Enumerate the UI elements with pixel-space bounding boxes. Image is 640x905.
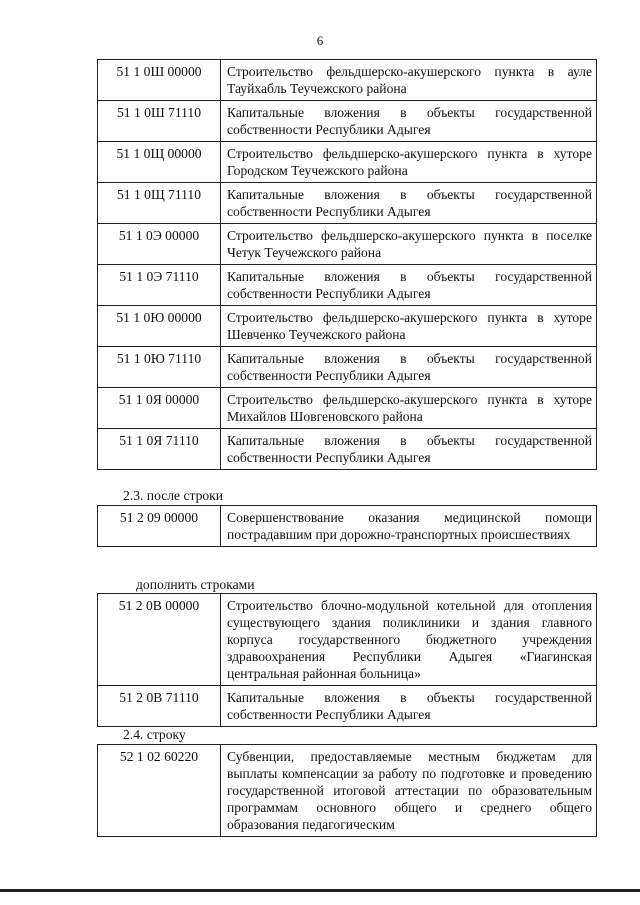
description-cell: Субвенции, предоставляемые местным бюджетам для выплаты компенсации за работу по подготовке и проведению государственной итоговой аттестации по образовательным программам основного общего и среднего общего образования педагогическим	[221, 745, 597, 837]
budget-code-cell: 51 1 0Я 71110	[98, 429, 221, 470]
section-2-3-heading: 2.3. после строки	[123, 488, 224, 503]
codes-table-4	[97, 744, 597, 837]
table-row	[98, 686, 597, 727]
budget-code-cell: 51 2 09 00000	[98, 506, 221, 547]
table-row	[98, 429, 597, 470]
table-row	[98, 388, 597, 429]
table-row	[98, 265, 597, 306]
description-cell: Строительство фельдшерско-акушерского пункта в хуторе Михайлов Шовгеновского района	[221, 388, 597, 429]
budget-code-cell: 51 1 0Ю 71110	[98, 347, 221, 388]
budget-code-cell: 51 1 0Щ 71110	[98, 183, 221, 224]
table-row	[98, 224, 597, 265]
budget-code-cell: 51 1 0Ш 00000	[98, 60, 221, 101]
budget-code-cell: 51 1 0Ю 00000	[98, 306, 221, 347]
table-row	[98, 101, 597, 142]
table-row	[98, 306, 597, 347]
budget-code-cell: 51 2 0В 00000	[98, 594, 221, 686]
codes-table-2	[97, 505, 597, 547]
description-cell: Капитальные вложения в объекты государственной собственности Республики Адыгея	[221, 347, 597, 388]
description-cell: Строительство фельдшерско-акушерского пункта в хуторе Городском Теучежского района	[221, 142, 597, 183]
budget-code-cell: 51 1 0Э 71110	[98, 265, 221, 306]
budget-code-cell: 51 1 0Я 00000	[98, 388, 221, 429]
page-number: 6	[316, 33, 324, 48]
description-cell: Капитальные вложения в объекты государственной собственности Республики Адыгея	[221, 101, 597, 142]
codes-table-1	[97, 59, 597, 470]
table-row	[98, 594, 597, 686]
table-row	[98, 183, 597, 224]
description-cell: Капитальные вложения в объекты государственной собственности Республики Адыгея	[221, 183, 597, 224]
codes-table-3	[97, 593, 597, 727]
add-rows-heading: дополнить строками	[136, 577, 255, 592]
table-row	[98, 347, 597, 388]
bottom-divider	[0, 889, 640, 892]
budget-code-cell: 52 1 02 60220	[98, 745, 221, 837]
section-2-4-heading: 2.4. строку	[123, 727, 186, 742]
budget-code-cell: 51 2 0В 71110	[98, 686, 221, 727]
budget-code-cell: 51 1 0Э 00000	[98, 224, 221, 265]
description-cell: Совершенствование оказания медицинской помощи пострадавшим при дорожно-транспортных происшествиях	[221, 506, 597, 547]
table-row	[98, 745, 597, 837]
budget-code-cell: 51 1 0Ш 71110	[98, 101, 221, 142]
budget-code-cell: 51 1 0Щ 00000	[98, 142, 221, 183]
description-cell: Капитальные вложения в объекты государственной собственности Республики Адыгея	[221, 429, 597, 470]
description-cell: Капитальные вложения в объекты государственной собственности Республики Адыгея	[221, 686, 597, 727]
description-cell: Строительство блочно-модульной котельной для отопления существующего здания поликлиники и здания главного корпуса государственного бюджетного учреждения здравоохранения Республики Адыгея «Гиагинская центральная районная больница»	[221, 594, 597, 686]
description-cell: Строительство фельдшерско-акушерского пункта в ауле Тауйхабль Теучежского района	[221, 60, 597, 101]
description-cell: Строительство фельдшерско-акушерского пункта в хуторе Шевченко Теучежского района	[221, 306, 597, 347]
description-cell: Капитальные вложения в объекты государственной собственности Республики Адыгея	[221, 265, 597, 306]
description-cell: Строительство фельдшерско-акушерского пункта в поселке Четук Теучежского района	[221, 224, 597, 265]
table-row	[98, 506, 597, 547]
table-row	[98, 60, 597, 101]
table-row	[98, 142, 597, 183]
